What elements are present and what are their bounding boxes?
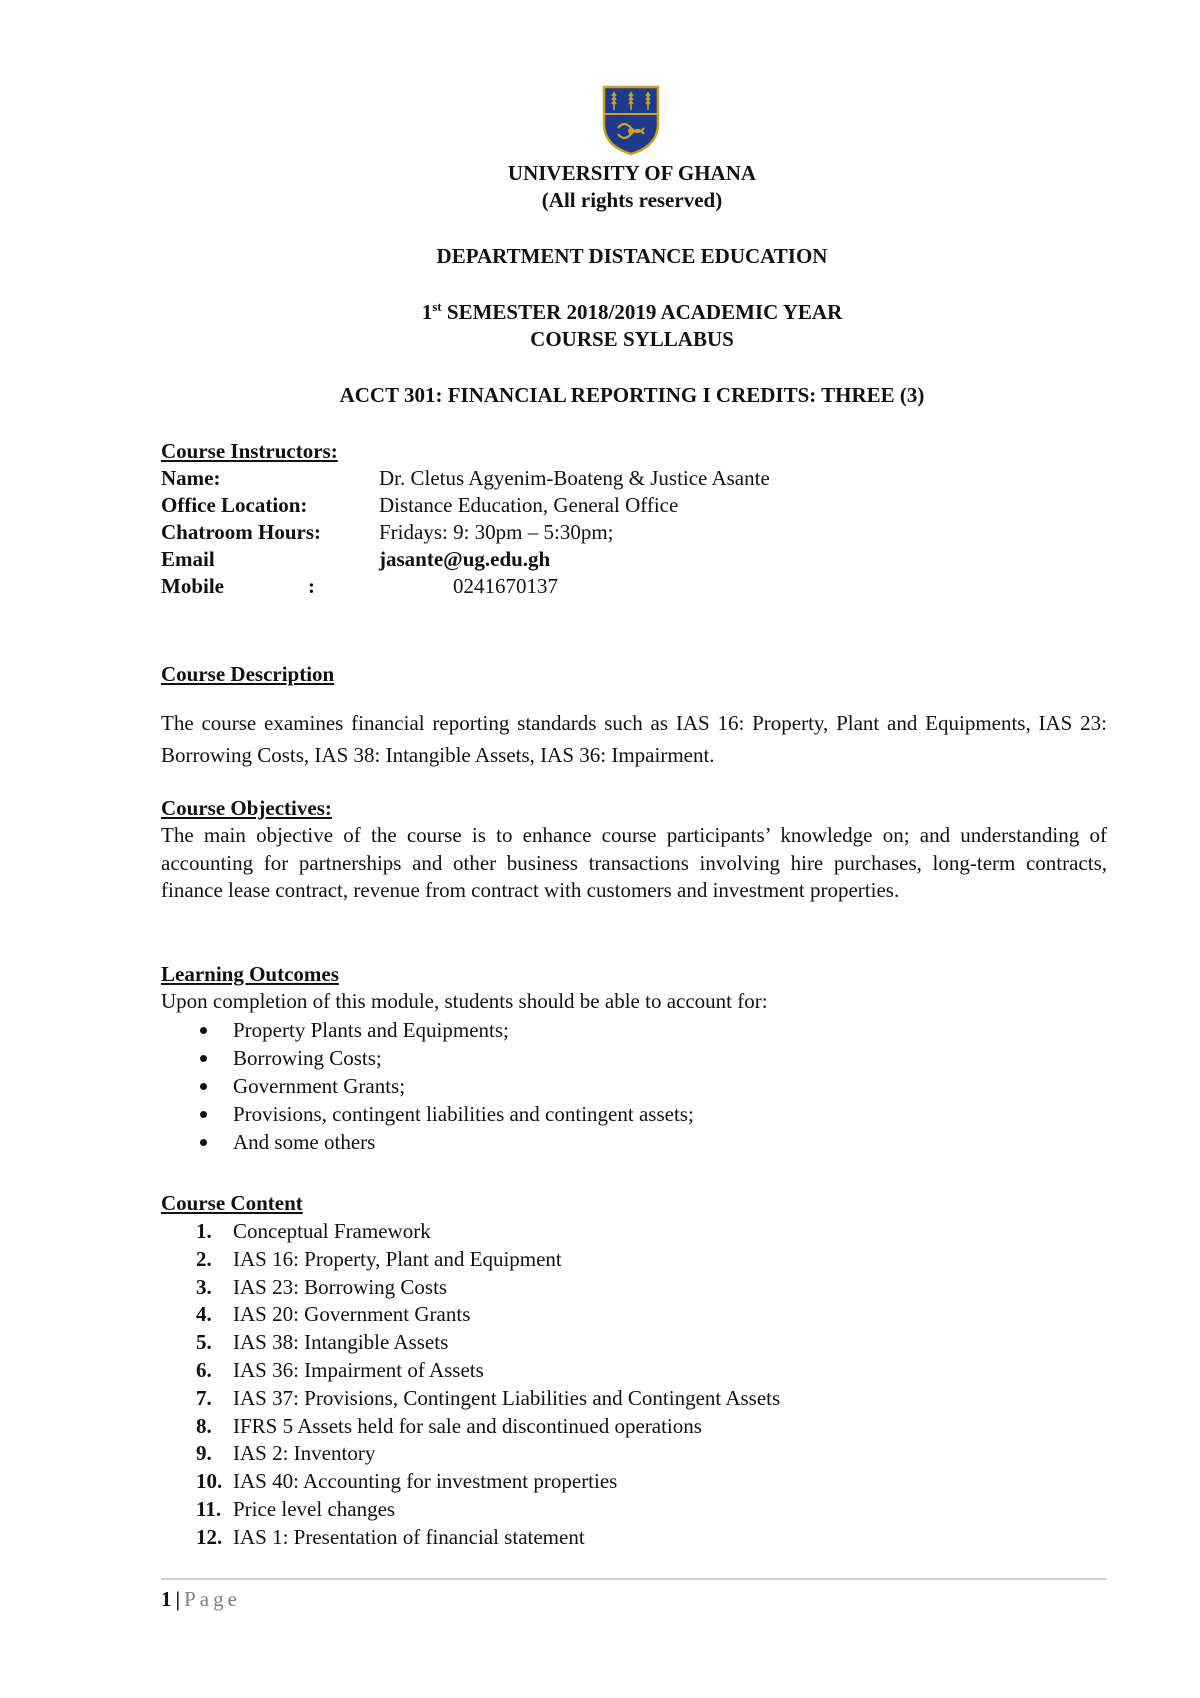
description-heading: Course Description: [161, 662, 335, 686]
university-crest-icon: [600, 84, 662, 156]
info-colon: :: [308, 574, 315, 598]
department-name: DEPARTMENT DISTANCE EDUCATION: [436, 244, 828, 268]
objectives-heading: Course Objectives:: [161, 796, 332, 820]
info-label: Chatroom Hours:: [161, 520, 322, 544]
info-value: Fridays: 9: 30pm – 5:30pm;: [379, 520, 614, 544]
info-value: Distance Education, General Office: [379, 493, 679, 517]
outcomes-heading: Learning Outcomes: [161, 962, 339, 986]
bullet-icon: [200, 1139, 207, 1146]
bullet-icon: [200, 1083, 207, 1090]
info-label: Name:: [161, 466, 221, 490]
info-value: Dr. Cletus Agyenim-Boateng & Justice Asante: [379, 466, 770, 490]
page-number: 1: [161, 1587, 172, 1611]
footer-separator: |: [175, 1587, 181, 1611]
instructors-heading: Course Instructors:: [161, 439, 338, 463]
content-heading: Course Content: [161, 1191, 303, 1215]
footer-divider: [161, 1578, 1107, 1580]
objectives-text: The main objective of the course is to enhance course participants’ knowledge on; and understanding of accounting for partnerships and other business transactions involving hire purchases, long-term contracts, finance lease contract, revenue from contract with customers and investment properties.: [161, 823, 1107, 902]
syllabus-page: UNIVERSITY OF GHANA (All rights reserved) DEPARTMENT DISTANCE EDUCATION 1st SEMESTER 2018/2019 ACADEMIC YEAR COURSE SYLLABUS ACCT 301: FINANCIAL REPORTING I CREDITS: THREE (3) Course Instructors: Name: Dr. Cletus Agyenim-Boateng & Justice Asante Office Location: Distance Education, General Office Chatroom Hours: Fridays: 9: 30pm – 5:30pm; Email jasante@ug.edu.gh Mobile : 0241670137 Course Description The course examines financial reporting standards such as IAS 16: Property, Plant and Equipments, IAS 23: Borrowing Costs, IAS 38: Intangible Assets, IAS 36: Impairment. Course Objectives: The main objective of the course is to enhance course participants’ knowledge on; and understanding of accounting for partnerships and other business transactions involving hire purchases, long-term contracts, finance lease contract, revenue from contract with customers and investment properties. Learning Outcomes Upon completion of this module, students should be able to account for: Property Plants and Equipments; Borrowing Costs; Government Grants; Provisions, contingent liabilities and contingent assets; And some others Course Content 1. Conceptual Framework 2. IAS 16: Property, Plant and Equipment 3. IAS 23: Borrowing Costs 4. IAS 20: Government Grants 5. IAS 38: Intangible Assets 6. IAS 36: Impairment of Assets 7. IAS 37: Provisions, Contingent Liabilities and Contingent Assets 8. IFRS 5 Assets held for sale and discontinued operations 9. IAS 2: Inventory 10. IAS 40: Accounting for investment properties 11. Price level changes 12. IAS 1: Presentation of financial statement 1 | Page: [0, 0, 1200, 1698]
info-label: Mobile: [161, 574, 224, 598]
page-label: Page: [184, 1587, 241, 1611]
info-label: Email: [161, 547, 215, 571]
semester-line: 1st SEMESTER 2018/2019 ACADEMIC YEAR: [421, 299, 843, 324]
page-footer: [161, 1586, 241, 1612]
info-value: 0241670137: [453, 574, 558, 598]
bullet-icon: [200, 1111, 207, 1118]
university-name: UNIVERSITY OF GHANA: [507, 161, 757, 185]
course-title: ACCT 301: FINANCIAL REPORTING I CREDITS: THREE (3): [339, 383, 925, 407]
bullet-icon: [200, 1027, 207, 1034]
bullet-icon: [200, 1055, 207, 1062]
info-label: Office Location:: [161, 493, 308, 517]
description-text: The course examines financial reporting standards such as IAS 16: Property, Plant and Equipments, IAS 23: Borrowing Costs, IAS 38: Intangible Assets, IAS 36: Impairment.: [161, 711, 1107, 767]
syllabus-label: COURSE SYLLABUS: [530, 327, 734, 351]
email-link[interactable]: jasante@ug.edu.gh: [379, 547, 551, 571]
outcomes-intro: Upon completion of this module, students should be able to account for:: [161, 989, 768, 1013]
rights-reserved: (All rights reserved): [541, 188, 723, 212]
